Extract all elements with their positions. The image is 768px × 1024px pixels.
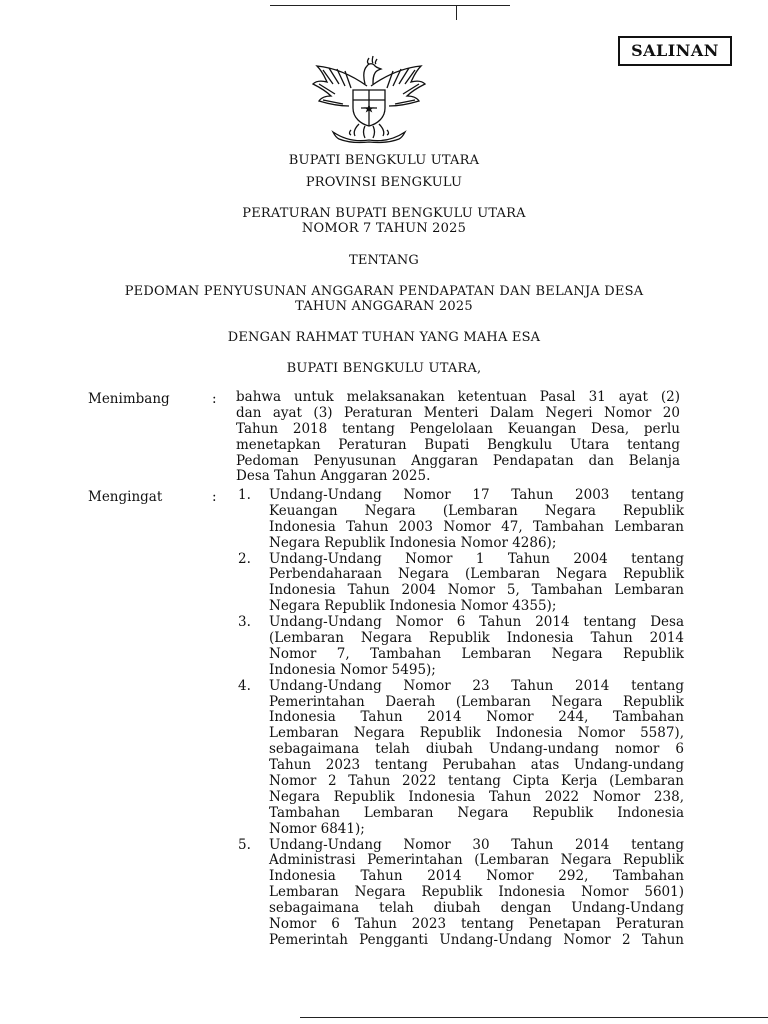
regent-title: BUPATI BENGKULU UTARA [288,153,480,168]
text-line: Indonesia Tahun 2003 Nomor 47, Tambahan Lembaran [269,518,684,535]
text-line: Tahun 2018 tentang Pengelolaan Keuangan Desa, perlu [236,420,680,437]
item-number: 1. [238,487,251,503]
text-line: Pemerintah Pengganti Undang-Undang Nomor 2 Tahun [269,931,684,948]
text-line: sebagaimana telah diubah dengan Undang-Undang [269,900,684,917]
text-line: Perbendaharaan Negara (Lembaran Negara Republik [269,566,684,583]
text-line: Indonesia Tahun 2004 Nomor 5, Tambahan Lembaran [269,582,684,599]
list-item [236,488,684,552]
text-line: menetapkan Peraturan Bupati Bengkulu Utara tentang [236,436,680,453]
text-line: Negara Republik Indonesia Tahun 2022 Nomor 238, [269,788,684,805]
item-number: 5. [238,836,251,853]
list-item [236,615,684,679]
mengingat-colon: : [212,489,217,505]
item-number: 4. [238,677,251,694]
text-line: Administrasi Pemerintahan (Lembaran Negara Republik [269,852,684,869]
text-line: Indonesia Tahun 2014 Nomor 292, Tambahan [269,868,684,885]
text-line: Undang-Undang Nomor 1 Tahun 2004 tentang [269,550,684,567]
mengingat-label: Mengingat [88,489,163,505]
text-line: Tahun 2023 tentang Perubahan atas Undang-undang [269,757,684,774]
text-line: Nomor 7, Tambahan Lembaran Negara Republik [269,645,684,662]
menimbang-label: Menimbang [88,391,170,407]
text-line: bahwa untuk melaksanakan ketentuan Pasal 31 ayat (2) [236,389,680,405]
text-line: Negara Republik Indonesia Nomor 4355); [269,598,557,615]
text-line: Indonesia Tahun 2014 Nomor 244, Tambahan [269,709,684,726]
province-title: PROVINSI BENGKULU [305,175,463,190]
text-line: Desa Tahun Anggaran 2025. [236,468,431,485]
list-item [236,552,684,616]
text-line: Lembaran Negara Republik Indonesia Nomor 5601) [269,884,684,901]
text-line: Undang-Undang Nomor 17 Tahun 2003 tentang [269,487,684,503]
text-line: Keuangan Negara (Lembaran Negara Republik [269,502,684,519]
text-line: Tambahan Lembaran Negara Republik Indonesia [269,804,684,821]
text-line: Undang-Undang Nomor 30 Tahun 2014 tentang [269,836,684,853]
text-line: Undang-Undang Nomor 23 Tahun 2014 tentang [269,677,684,694]
garuda-pancasila-icon [309,46,429,144]
text-line: Negara Republik Indonesia Nomor 4286); [269,534,557,551]
bottom-edge-rule [300,1017,768,1018]
text-line: Nomor 6841); [269,820,365,837]
enacting-authority: BUPATI BENGKULU UTARA, [286,361,482,376]
regulation-title: PERATURAN BUPATI BENGKULU UTARA [242,206,526,221]
text-line: Pemerintahan Daerah (Lembaran Negara Republik [269,693,684,710]
mengingat-list [236,488,684,949]
item-number: 3. [238,614,251,631]
list-item [236,679,684,838]
menimbang-text [236,390,680,485]
text-line: Undang-Undang Nomor 6 Tahun 2014 tentang Desa [269,614,684,631]
menimbang-colon: : [212,391,217,407]
regulation-number: NOMOR 7 TAHUN 2025 [301,221,467,236]
text-line: Nomor 6 Tahun 2023 tentang Penetapan Peraturan [269,916,684,933]
top-edge-tick [456,6,457,20]
text-line: Nomor 2 Tahun 2022 tentang Cipta Kerja (Lembaran [269,773,684,790]
list-item [236,838,684,949]
tentang-heading: TENTANG [348,253,420,268]
item-number: 2. [238,550,251,567]
text-line: Pedoman Penyusunan Anggaran Pendapatan dan Belanja [236,452,680,469]
salinan-stamp: SALINAN [618,36,732,66]
invocation: DENGAN RAHMAT TUHAN YANG MAHA ESA [227,330,541,345]
text-line: sebagaimana telah diubah Undang-undang nomor 6 [269,741,684,758]
text-line: (Lembaran Negara Republik Indonesia Tahun 2014 [269,630,684,647]
subject-line-1: PEDOMAN PENYUSUNAN ANGGARAN PENDAPATAN DAN BELANJA DESA [124,284,644,299]
text-line: dan ayat (3) Peraturan Menteri Dalam Negeri Nomor 20 [236,404,680,421]
subject-line-2: TAHUN ANGGARAN 2025 [295,299,473,314]
top-edge-rule [270,5,510,6]
text-line: Indonesia Nomor 5495); [269,661,436,678]
text-line: Lembaran Negara Republik Indonesia Nomor 5587), [269,725,684,742]
